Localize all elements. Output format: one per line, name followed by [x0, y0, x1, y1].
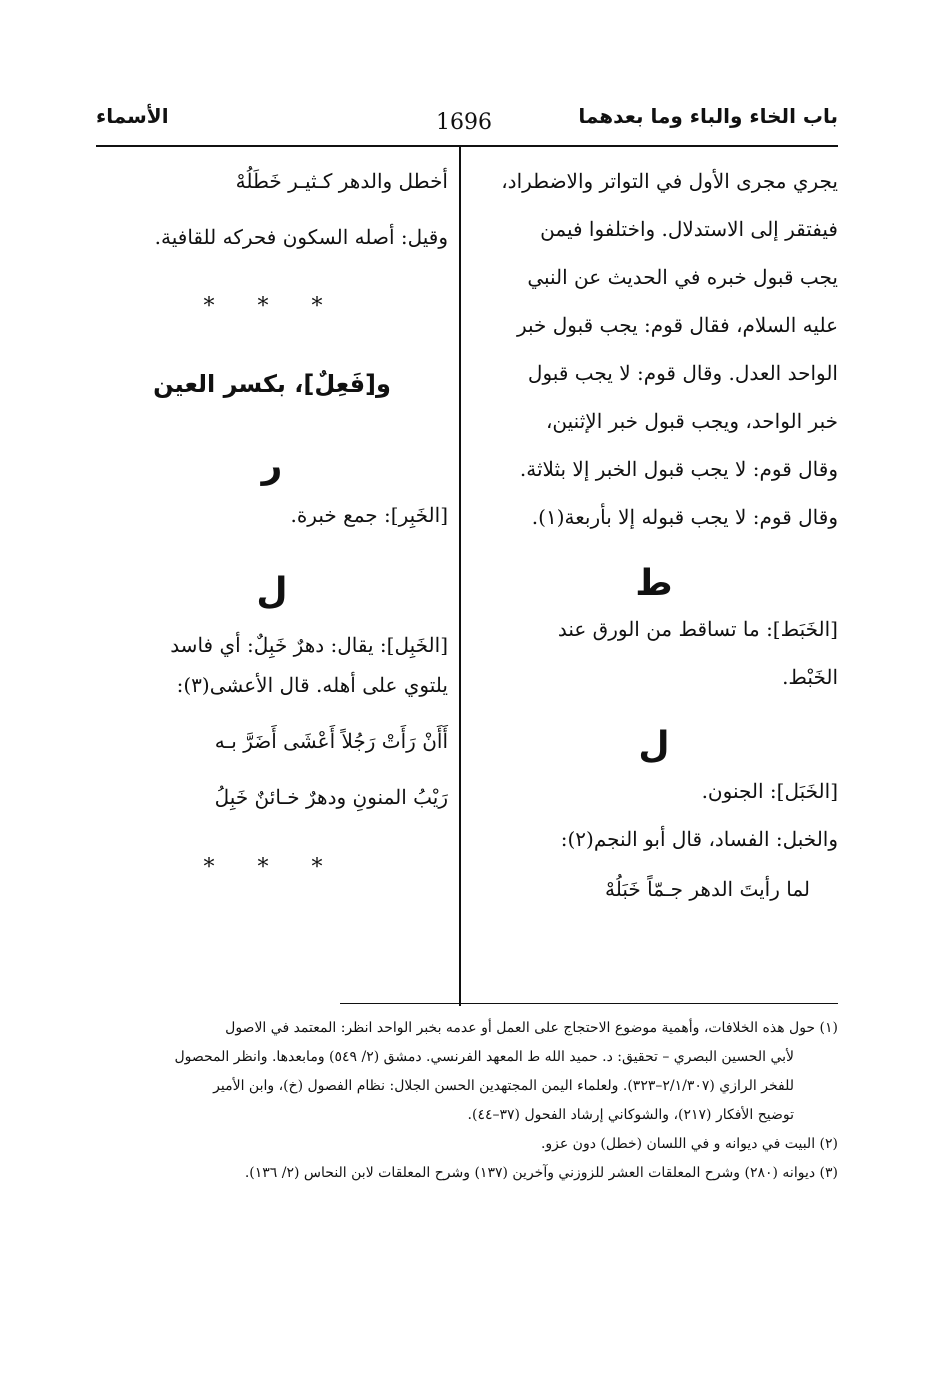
entry-khabil: [الخَبِل]: يقال: دهرٌ خَبِلٌ: أي فاسد: [170, 633, 448, 657]
letter-heading-lam: ل: [256, 571, 288, 612]
footnote-3: (٣) ديوانه (٢٨٠) وشرح المعلقات العشر للزوزني وآخرين (١٣٧) وشرح المعلقات لابن النحاس (٢/ ١٣٦).: [244, 1165, 838, 1181]
entry-khabal-fasad: والخبل: الفساد، قال أبو النجم(٢):: [560, 827, 838, 851]
footnote-2: (٢) البيت في ديوانه و في اللسان (خطل) دون عزو.: [540, 1136, 838, 1152]
footnote-1-cont: لأبي الحسين البصري – تحقيق: د. حميد الله ط المعهد الفرنسي. دمشق (٢/ ٥٤٩) ومابعدها. وانظر المحصول: [174, 1049, 794, 1065]
section-separator: * * *: [203, 855, 341, 880]
section-separator: * * *: [203, 294, 341, 319]
left-column: [96, 168, 448, 888]
text-line: وقال قوم: لا يجب قبوله إلا بأربعة(١).: [531, 505, 838, 529]
letter-heading-ta: ط: [635, 563, 673, 604]
note-line: وقيل: أصله السكون فحركه للقافية.: [154, 225, 448, 249]
section-title: الأسماء: [96, 104, 169, 128]
footnote-1: (١) حول هذه الخلافات، وأهمية موضوع الاحتجاج على العمل أو عدمه بخبر الواحد انظر: المعتمد في الاصول: [225, 1020, 838, 1036]
page-number: 1696: [436, 110, 492, 135]
verse-line: لما رأيتَ الدهر جـمّاً خَبَلُهْ: [605, 877, 810, 901]
letter-heading-lam: ل: [638, 725, 670, 766]
entry-khabil-cont: يلتوي على أهله. قال الأعشى(٣):: [176, 673, 448, 697]
text-line: يجب قبول خبره في الحديث عن النبي: [527, 265, 838, 289]
chapter-title: باب الخاء والباء وما بعدهما: [578, 104, 838, 128]
text-line: الواحد العدل. وقال قوم: لا يجب قبول: [527, 361, 838, 385]
text-line: فيفتقر إلى الاستدلال. واختلفوا فيمن: [540, 217, 838, 241]
column-divider: [459, 146, 461, 1006]
text-line: يجري مجرى الأول في التواتر والاضطراد،: [501, 169, 838, 193]
entry-khabir: [الخَبِر]: جمع خبرة.: [290, 503, 448, 527]
footnote-rule: [340, 1003, 838, 1004]
right-column: [470, 168, 838, 924]
footnote-1-cont: للفخر الرازي (٢/١/٣٠٧–٣٢٣). ولعلماء اليمن المجتهدين الحسن الجلال: نظام الفصول (خ)، وابن الأمير: [213, 1078, 794, 1094]
text-line: خبر الواحد، ويجب قبول خبر الإثنين،: [545, 409, 838, 433]
section-heading: و[فَعِلٌ]، بكسر العين: [153, 370, 391, 398]
verse-line: أخطل والدهر كـثيـر خَطَلُهْ: [235, 169, 448, 193]
text-line: عليه السلام، فقال قوم: يجب قبول خبر: [516, 313, 838, 337]
page-header: [96, 104, 838, 140]
text-line: وقال قوم: لا يجب قبول الخبر إلا بثلاثة.: [519, 457, 838, 481]
footnote-1-cont: توضيح الأفكار (٢١٧)، والشوكاني إرشاد الفحول (٣٧–٤٤).: [467, 1107, 794, 1123]
verse-line: أَأَنْ رَأَتْ رَجُلاً أَعْشَى أَضَرَّ بـه: [214, 729, 448, 753]
footnotes: [96, 1014, 838, 1188]
entry-khabat: [الخَبَط]: ما تساقط من الورق عند: [557, 617, 838, 641]
entry-khabat-cont: الخَبْط.: [782, 665, 838, 689]
letter-heading-ra: ر: [261, 445, 283, 486]
entry-khabal: [الخَبَل]: الجنون.: [701, 779, 838, 803]
verse-line: رَيْبُ المنونِ ودهرٌ خـائنٌ خَبِلُ: [214, 785, 448, 809]
header-rule: [96, 145, 838, 147]
